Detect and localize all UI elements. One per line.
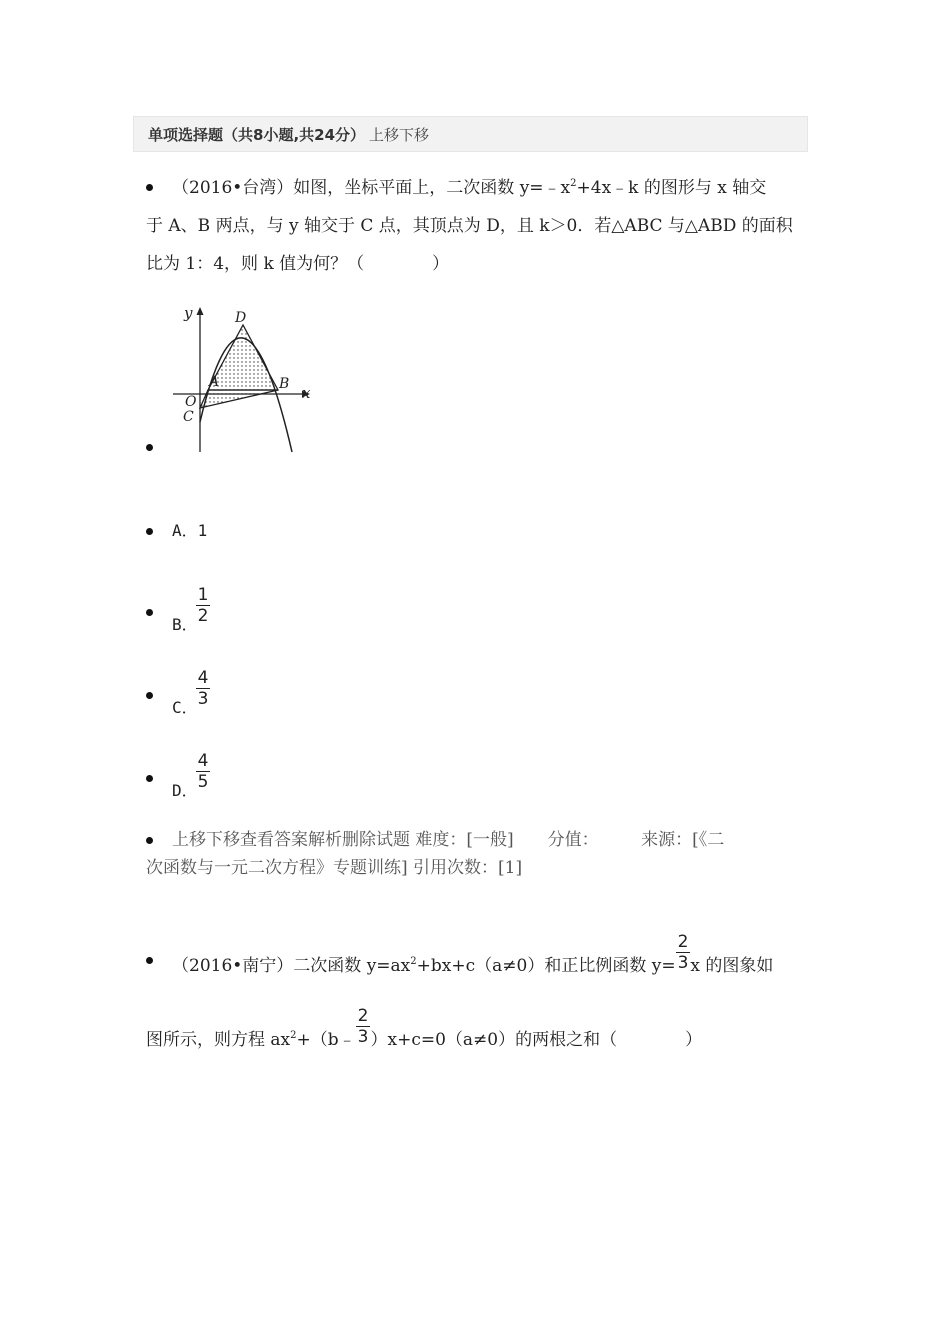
section-title: 单项选择题（共8小题,共24分）: [148, 125, 366, 144]
fraction-four-thirds: $\frac{4}{3}$: [197, 668, 209, 709]
fraction-four-fifths: $\frac{4}{5}$: [197, 751, 209, 792]
option-d-bullet: [146, 775, 153, 782]
triangle-abc: [200, 390, 278, 408]
option-a[interactable]: A．1: [172, 521, 208, 540]
q2-bullet: [146, 957, 153, 964]
option-a-bullet: [146, 528, 153, 535]
q1-line3: 比为 1：4，则 k 值为何？（ ）: [146, 254, 450, 274]
parabola-graph: [168, 300, 318, 460]
q2-line1: （2016•南宁）二次函数 $y=ax^2+bx+c(a\ne 0)$和正比例函数 y= $\frac{2}{3}$ x 的图象如: [172, 932, 774, 976]
fraction-two-thirds-1: $\frac{2}{3}$: [677, 932, 689, 973]
option-b-bullet: [146, 609, 153, 616]
question-meta-line1[interactable]: 上移下移查看答案解析删除试题 难度：[一般] 分值： 来源：[《二: [172, 830, 725, 850]
q1-line2: 于 A、B 两点，与 y 轴交于 C 点，其顶点为 D，且 k＞0．若△ABC 与△ABD 的面积: [146, 216, 793, 236]
option-c-bullet: [146, 692, 153, 699]
y-axis-arrow: [197, 307, 204, 315]
q1-line1: （2016•台湾）如图，坐标平面上，二次函数 $y=﹣x^2+4x﹣k$ 的图形与 x 轴交: [172, 178, 767, 198]
q1-bullet: [146, 184, 153, 191]
option-d[interactable]: D． $\frac{4}{5}$: [172, 751, 209, 800]
parabola-figure: [168, 300, 318, 465]
fraction-two-thirds-2: $\frac{2}{3}$: [357, 1006, 369, 1047]
x-axis-label: x: [302, 384, 311, 402]
y-axis-label: y: [184, 304, 193, 322]
origin-label-o: O: [185, 394, 197, 410]
question-meta-line2: 次函数与一元二次方程》专题训练] 引用次数：[1]: [146, 858, 523, 878]
fraction-one-half: $\frac{1}{2}$: [197, 585, 209, 626]
meta-bullet: [146, 837, 153, 844]
point-label-a: A: [209, 374, 220, 390]
option-c[interactable]: C． $\frac{4}{3}$: [172, 668, 209, 717]
point-label-b: B: [279, 376, 290, 392]
point-label-c: C: [183, 409, 194, 425]
move-up-down-link[interactable]: 上移下移: [369, 125, 430, 144]
section-header: [133, 116, 808, 152]
option-b[interactable]: B． $\frac{1}{2}$: [172, 585, 209, 634]
q2-line2: 图所示，则方程 $ax^2+(b﹣$ $\frac{2}{3}$ ）x+c=0（a≠0）的两根之和（ ）: [146, 1006, 703, 1050]
vertex-label-d: D: [235, 310, 247, 326]
figure-bullet: [146, 444, 153, 451]
